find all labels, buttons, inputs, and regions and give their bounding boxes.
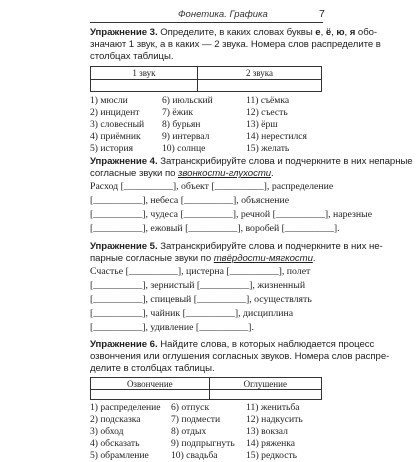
ex3-word-column-2	[162, 95, 213, 155]
ex3-word: 13) ёрш	[246, 119, 278, 130]
ex6-word: 6) отпуск	[171, 402, 210, 413]
header-rule	[90, 22, 323, 23]
ex6-word: 13) вокзал	[246, 426, 288, 437]
ex6-word: 1) распределение	[90, 402, 161, 413]
ex5-line-2: парные согласные звуки по твёрдости-мягкости.	[90, 253, 316, 264]
ex3-word: 14) нерестился	[246, 131, 307, 142]
ex3-word: 9) интервал	[162, 131, 210, 142]
ex3-line-2: значают 1 звук, а в каких — 2 звука. Номера слов распределите в	[90, 39, 381, 50]
ex6-table-header-1: Озвончение	[91, 378, 210, 390]
ex6-word: 5) обрамление	[90, 450, 149, 461]
ex6-word-column-2	[171, 402, 235, 462]
ex5-body-line[interactable]: Счастье [__________], цистерна [__________], полет	[90, 266, 311, 277]
ex3-line-1-text: Определите, в каких словах буквы е, ё, ю, я обо-	[160, 27, 378, 38]
ex3-word-column-3	[246, 95, 307, 155]
ex6-word: 3) обход	[90, 426, 124, 437]
ex3-word: 2) инцидент	[90, 107, 140, 118]
ex6-table-cell[interactable]	[91, 390, 210, 400]
ex3-word: 12) съесть	[246, 107, 288, 118]
ex6-word: 10) свадьба	[171, 450, 218, 461]
ex4-body-line[interactable]: [__________], чудеса [__________], речной [__________], нарезные	[90, 209, 373, 220]
ex6-word: 7) подмести	[171, 414, 221, 425]
ex4-line-2: согласные звуки по звонкости-глухости.	[90, 168, 274, 179]
ex6-word-column-3	[246, 402, 303, 462]
ex3-table-header-2: 2 звука	[197, 67, 321, 80]
ex4-body-line[interactable]: [__________], небеса [__________], объяснение	[90, 195, 290, 206]
ex3-word: 5) история	[90, 143, 133, 154]
ex6-word: 8) отдых	[171, 426, 207, 437]
ex6-table-cell[interactable]	[209, 390, 321, 400]
ex3-line-1: Упражнение 3. Определите, в каких словах буквы е, ё, ю, я обо-	[90, 27, 378, 38]
ex4-body-line[interactable]: [__________], ежовый [__________], воробей [__________].	[90, 223, 340, 234]
ex6-word: 4) обсказать	[90, 438, 140, 449]
ex3-word: 7) ёжик	[162, 107, 194, 118]
ex6-word: 12) надкусить	[246, 414, 303, 425]
ex5-body-line[interactable]: [__________], удивление [__________].	[90, 322, 254, 333]
ex4-line-1: Упражнение 4. Затранскрибируйте слова и подчеркните в них непарные	[90, 156, 413, 167]
ex3-word: 8) бурьян	[162, 119, 201, 130]
ex6-table	[90, 377, 322, 400]
ex5-line-1: Упражнение 5. Затранскрибируйте слова и подчеркните в них не-	[90, 241, 383, 252]
ex6-word: 15) редкость	[246, 450, 298, 461]
ex3-word: 11) съёмка	[246, 95, 290, 106]
ex6-word: 2) подсказка	[90, 414, 141, 425]
ex6-word: 14) ряженка	[246, 438, 296, 449]
ex6-word: 11) женитьба	[246, 402, 300, 413]
ex3-word: 4) приёмник	[90, 131, 141, 142]
ex3-word: 1) мюсли	[90, 95, 128, 106]
ex5-body-line[interactable]: [__________], спицевый [__________], осуществлять	[90, 294, 312, 305]
ex6-line-3: делите в столбцах таблицы.	[90, 363, 215, 374]
ex3-word: 6) июльский	[162, 95, 213, 106]
ex6-line-1: Упражнение 6. Найдите слова, в которых наблюдается процесс	[90, 339, 375, 350]
ex4-body-line[interactable]: Расход [__________], объект [__________], распределение	[90, 181, 334, 192]
ex6-table-header-2: Оглушение	[209, 378, 321, 390]
ex3-word-column-1	[90, 95, 144, 155]
ex6-word-column-1	[90, 402, 160, 462]
ex3-word: 10) солнце	[162, 143, 206, 154]
ex3-word: 15) желать	[246, 143, 290, 154]
ex3-table	[90, 66, 322, 92]
page-number: 7	[319, 8, 325, 20]
ex3-table-cell[interactable]	[197, 80, 321, 92]
ex3-table-header-1: 1 звук	[91, 67, 198, 80]
running-header: Фонетика. Графика	[178, 9, 268, 20]
ex3-word: 3) словесный	[90, 119, 145, 130]
ex6-word: 9) подпрыгнуть	[171, 438, 235, 449]
ex6-line-2: озвончения или оглушения согласных звуков. Номера слов распре-	[90, 351, 390, 362]
ex5-body-line[interactable]: [__________], чайник [__________], дисциплина	[90, 308, 294, 319]
ex3-table-cell[interactable]	[91, 80, 198, 92]
ex3-line-3: столбцах таблицы.	[90, 51, 174, 62]
ex5-body-line[interactable]: [__________], зернистый [__________], жизненный	[90, 280, 306, 291]
